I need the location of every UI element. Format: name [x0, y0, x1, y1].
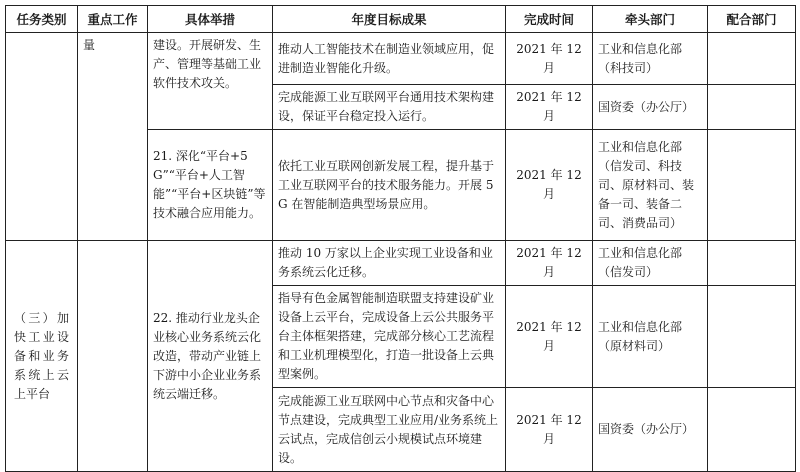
header-completion-time: 完成时间 — [506, 6, 593, 33]
time-cell: 2021 年 12 月 — [506, 286, 593, 388]
lead-dept-cell: 国资委（办公厅） — [593, 85, 708, 130]
goal-cell: 推动人工智能技术在制造业领域应用，促进制造业智能化升级。 — [273, 33, 506, 85]
lead-dept-cell: 工业和信息化部（信发司、科技司、原材料司、装备一司、装备二司、消费品司） — [593, 130, 708, 241]
header-lead-department: 牵头部门 — [593, 6, 708, 33]
lead-dept-cell: 工业和信息化部（原材料司） — [593, 286, 708, 388]
goal-cell: 完成能源工业互联网平台通用技术架构建设，保证平台稳定投入运行。 — [273, 85, 506, 130]
goal-cell: 指导有色金属智能制造联盟支持建设矿业设备上云平台，完成设备上云公共服务平台主体框架搭建，完成部分核心工艺流程和工业机理模型化，打造一批设备上云典型案例。 — [273, 286, 506, 388]
key-work-cell — [78, 241, 148, 472]
table-row — [6, 33, 796, 85]
header-row — [6, 6, 796, 33]
time-cell: 2021 年 12 月 — [506, 85, 593, 130]
header-annual-goals: 年度目标成果 — [273, 6, 506, 33]
coop-dept-cell — [708, 130, 796, 241]
measure-cell: 22. 推动行业龙头企业核心业务系统云化改造，带动产业链上下游中小企业业务系统云端迁移。 — [148, 241, 273, 472]
lead-dept-cell: 工业和信息化部（信发司） — [593, 241, 708, 286]
category-cell — [6, 33, 78, 241]
time-cell: 2021 年 12 月 — [506, 130, 593, 241]
time-cell: 2021 年 12 月 — [506, 241, 593, 286]
measure-cell: 建设。开展研发、生产、管理等基础工业软件技术攻关。 — [148, 33, 273, 130]
header-key-work: 重点工作 — [78, 6, 148, 33]
coop-dept-cell — [708, 286, 796, 388]
coop-dept-cell — [708, 85, 796, 130]
table-row — [6, 241, 796, 286]
category-cell: （三）加快工业设备和业务系统上云上平台 — [6, 241, 78, 472]
time-cell: 2021 年 12 月 — [506, 388, 593, 472]
header-cooperating-department: 配合部门 — [708, 6, 796, 33]
key-work-cell: 量 — [78, 33, 148, 241]
lead-dept-cell: 工业和信息化部（科技司） — [593, 33, 708, 85]
goal-cell: 依托工业互联网创新发展工程，提升基于工业互联网平台的技术服务能力。开展 5G 在智能制造典型场景应用。 — [273, 130, 506, 241]
header-task-category: 任务类别 — [6, 6, 78, 33]
lead-dept-cell: 国资委（办公厅） — [593, 388, 708, 472]
goal-cell: 完成能源工业互联网中心节点和灾备中心节点建设，完成典型工业应用/业务系统上云试点，完成信创云小规模试点环境建设。 — [273, 388, 506, 472]
goal-cell: 推动 10 万家以上企业实现工业设备和业务系统云化迁移。 — [273, 241, 506, 286]
measure-cell: 21. 深化“平台+5G”“平台+人工智能”“平台+区块链”等技术融合应用能力。 — [148, 130, 273, 241]
policy-task-table — [5, 5, 796, 472]
coop-dept-cell — [708, 241, 796, 286]
header-specific-measures: 具体举措 — [148, 6, 273, 33]
coop-dept-cell — [708, 33, 796, 85]
time-cell: 2021 年 12 月 — [506, 33, 593, 85]
coop-dept-cell — [708, 388, 796, 472]
